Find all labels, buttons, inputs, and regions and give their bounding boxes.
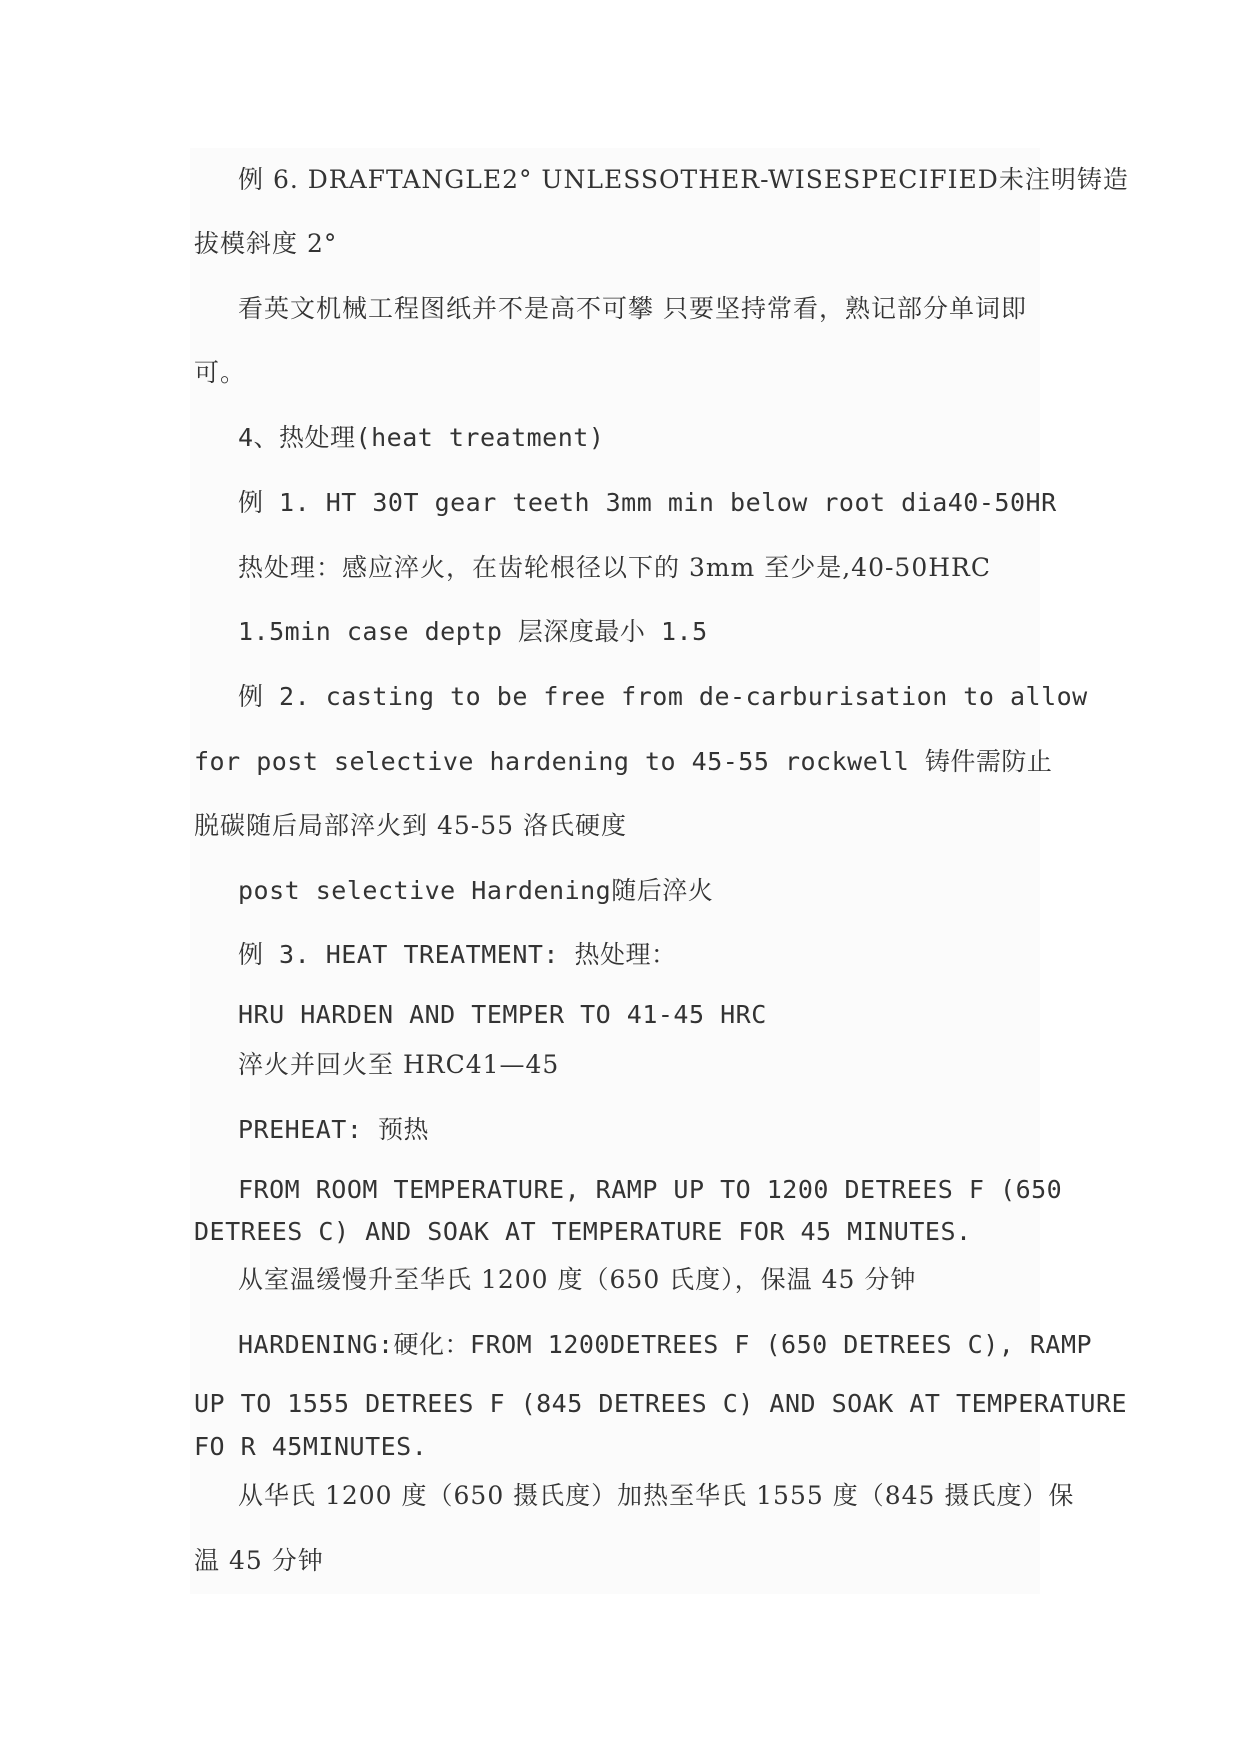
text-line: 例 6. DRAFTANGLE2° UNLESSOTHER-WISESPECIFIED未注明铸造 [238,165,1129,194]
text-line: HARDENING:硬化：FROM 1200DETREES F (650 DETREES C), RAMP [238,1330,1093,1359]
text-line: 例 2. casting to be free from de-carburisation to allow [238,682,1088,711]
text-line: for post selective hardening to 45-55 rockwell 铸件需防止 [194,747,1053,776]
text-line: 例 1. HT 30T gear teeth 3mm min below root dia40-50HR [238,488,1057,517]
text-line: 从室温缓慢升至华氏 1200 度（650 氏度），保温 45 分钟 [238,1265,917,1294]
text-line: 可。 [194,358,247,387]
text-line: 脱碳随后局部淬火到 45-55 洛氏硬度 [194,811,627,840]
text-line: PREHEAT: 预热 [238,1115,429,1144]
text-line: FO R 45MINUTES. [194,1432,428,1461]
text-line: UP TO 1555 DETREES F (845 DETREES C) AND SOAK AT TEMPERATURE [194,1389,1128,1418]
text-line: 温 45 分钟 [194,1546,324,1575]
text-line: 淬火并回火至 HRC41—45 [238,1050,560,1079]
text-line: 1.5min case deptp 层深度最小 1.5 [238,617,708,646]
text-line: 拔模斜度 2° [194,229,338,258]
text-line: DETREES C) AND SOAK AT TEMPERATURE FOR 45 MINUTES. [194,1217,972,1246]
text-line: 从华氏 1200 度（650 摄氏度）加热至华氏 1555 度（845 摄氏度）保 [238,1481,1075,1510]
text-line: 热处理：感应淬火，在齿轮根径以下的 3mm 至少是,40-50HRC [238,553,991,582]
text-line: 例 3. HEAT TREATMENT: 热处理： [238,940,677,969]
text-line: 看英文机械工程图纸并不是高不可攀 只要坚持常看，熟记部分单词即 [238,294,1027,323]
section-heading: 4、热处理(heat treatment) [238,423,605,452]
text-line: FROM ROOM TEMPERATURE, RAMP UP TO 1200 DETREES F (650 [238,1175,1063,1204]
text-line: post selective Hardening随后淬火 [238,876,714,905]
document-page-panel [190,148,1040,1594]
text-line: HRU HARDEN AND TEMPER TO 41-45 HRC [238,1000,767,1029]
